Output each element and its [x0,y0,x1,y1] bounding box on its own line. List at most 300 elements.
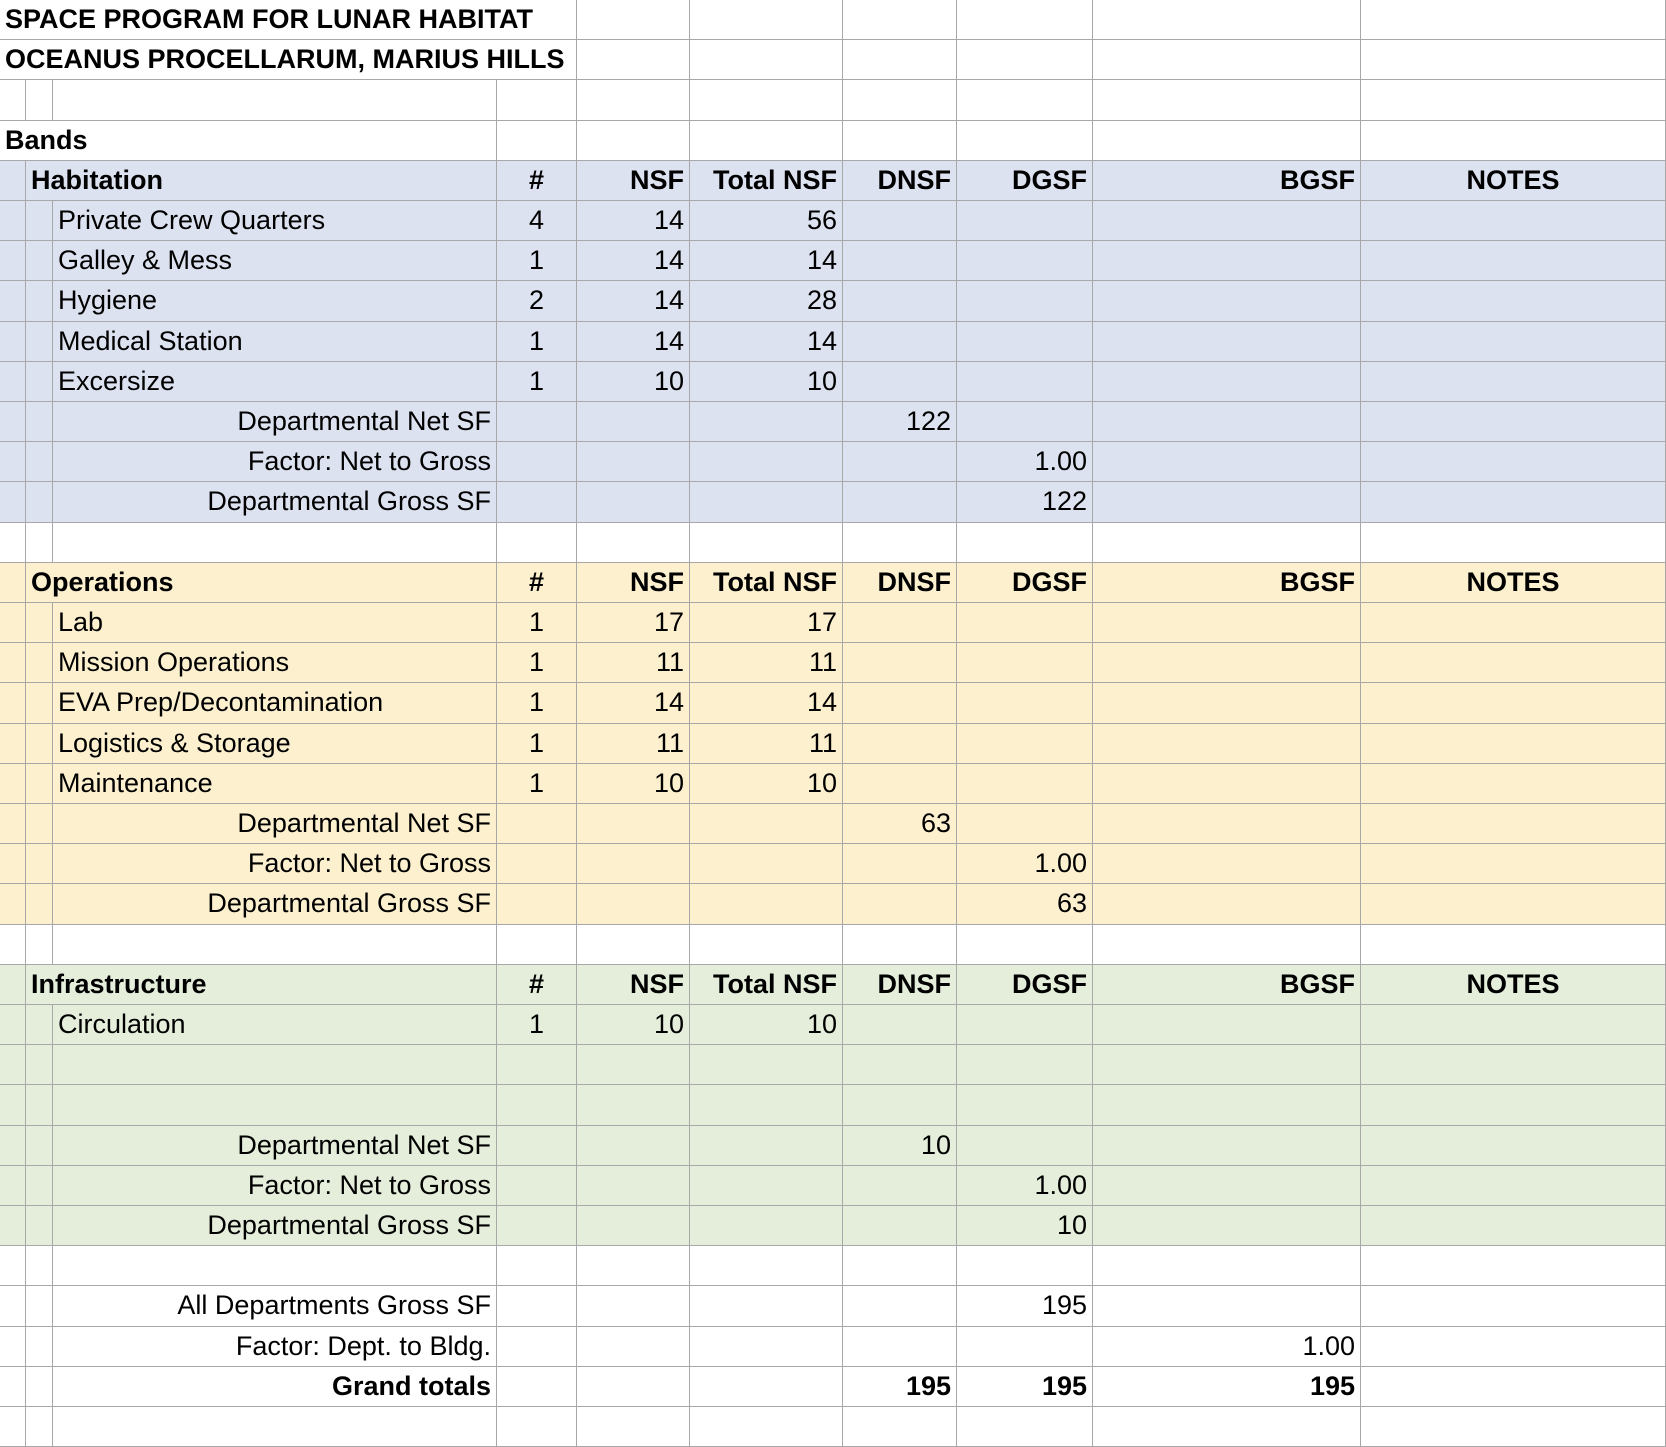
cell[interactable] [957,603,1093,643]
cell[interactable] [1361,683,1666,723]
cell[interactable] [957,1045,1093,1085]
cell[interactable] [1093,603,1361,643]
cell[interactable] [1093,362,1361,402]
cell[interactable] [0,1286,26,1326]
cell[interactable] [690,804,843,844]
cell[interactable] [843,322,957,362]
cell[interactable] [690,482,843,522]
cell[interactable] [843,80,957,120]
cell[interactable] [1093,40,1361,80]
cell[interactable] [1093,643,1361,683]
cell[interactable] [0,1085,26,1125]
cell[interactable] [497,442,577,482]
cell[interactable] [26,1005,53,1045]
cell[interactable] [1093,1407,1361,1447]
dept-to-bldg-factor-label[interactable]: Factor: Dept. to Bldg. [53,1327,497,1367]
cell[interactable] [843,482,957,522]
cell[interactable] [1361,482,1666,522]
net-to-gross-factor-value[interactable]: 1.00 [957,844,1093,884]
cell[interactable] [53,1407,497,1447]
count-cell[interactable]: 1 [497,322,577,362]
cell[interactable] [957,1246,1093,1286]
departmental-net-label[interactable]: Departmental Net SF [53,402,497,442]
cell[interactable] [26,764,53,804]
total-nsf-cell[interactable]: 14 [690,322,843,362]
total-nsf-cell[interactable]: 28 [690,281,843,321]
cell[interactable] [957,0,1093,40]
cell[interactable] [843,1005,957,1045]
cell[interactable] [1093,322,1361,362]
nsf-cell[interactable]: 17 [577,603,690,643]
total-nsf-cell[interactable]: 10 [690,362,843,402]
column-header-count[interactable]: # [497,161,577,201]
cell[interactable] [843,844,957,884]
departmental-gross-value[interactable]: 10 [957,1206,1093,1246]
cell[interactable] [1093,482,1361,522]
cell[interactable] [1093,1085,1361,1125]
cell[interactable] [1361,322,1666,362]
space-name-cell[interactable]: EVA Prep/Decontamination [53,683,497,723]
column-header-dgsf[interactable]: DGSF [957,563,1093,603]
cell[interactable] [690,1407,843,1447]
cell[interactable] [26,362,53,402]
cell[interactable] [690,121,843,161]
cell[interactable] [843,40,957,80]
count-cell[interactable]: 1 [497,1005,577,1045]
department-name[interactable]: Habitation [26,161,497,201]
cell[interactable] [26,643,53,683]
nsf-cell[interactable] [577,1085,690,1125]
cell[interactable] [1361,1327,1666,1367]
column-header-count[interactable]: # [497,965,577,1005]
departmental-gross-value[interactable]: 122 [957,482,1093,522]
cell[interactable] [843,643,957,683]
nsf-cell[interactable] [577,1045,690,1085]
cell[interactable] [0,402,26,442]
cell[interactable] [497,1367,577,1407]
nsf-cell[interactable]: 14 [577,281,690,321]
cell[interactable] [577,925,690,965]
space-name-cell[interactable]: Logistics & Storage [53,724,497,764]
cell[interactable] [0,683,26,723]
cell[interactable] [1093,281,1361,321]
total-nsf-cell[interactable]: 56 [690,201,843,241]
cell[interactable] [497,523,577,563]
column-header-total-nsf[interactable]: Total NSF [690,563,843,603]
cell[interactable] [26,281,53,321]
cell[interactable] [0,965,26,1005]
cell[interactable] [1361,1286,1666,1326]
cell[interactable] [1361,1367,1666,1407]
column-header-nsf[interactable]: NSF [577,965,690,1005]
nsf-cell[interactable]: 10 [577,362,690,402]
cell[interactable] [0,80,26,120]
cell[interactable] [843,724,957,764]
cell[interactable] [26,442,53,482]
cell[interactable] [0,764,26,804]
cell[interactable] [0,844,26,884]
space-name-cell[interactable]: Mission Operations [53,643,497,683]
nsf-cell[interactable]: 14 [577,683,690,723]
cell[interactable] [26,523,53,563]
cell[interactable] [690,80,843,120]
cell[interactable] [957,683,1093,723]
cell[interactable] [1361,281,1666,321]
cell[interactable] [0,1367,26,1407]
cell[interactable] [1361,201,1666,241]
cell[interactable] [577,1367,690,1407]
cell[interactable] [957,523,1093,563]
cell[interactable] [577,1166,690,1206]
total-nsf-cell[interactable]: 10 [690,1005,843,1045]
space-name-cell[interactable]: Maintenance [53,764,497,804]
cell[interactable] [26,402,53,442]
cell[interactable] [957,1327,1093,1367]
cell[interactable] [690,1166,843,1206]
cell[interactable] [26,804,53,844]
cell[interactable] [26,241,53,281]
cell[interactable] [26,603,53,643]
departmental-net-value[interactable]: 122 [843,402,957,442]
cell[interactable] [577,0,690,40]
cell[interactable] [1093,1166,1361,1206]
cell[interactable] [26,1246,53,1286]
cell[interactable] [957,1085,1093,1125]
cell[interactable] [1093,1206,1361,1246]
cell[interactable] [1361,884,1666,924]
cell[interactable] [1361,442,1666,482]
count-cell[interactable]: 4 [497,201,577,241]
cell[interactable] [957,764,1093,804]
net-to-gross-factor-value[interactable]: 1.00 [957,1166,1093,1206]
cell[interactable] [0,884,26,924]
cell[interactable] [957,40,1093,80]
cell[interactable] [577,442,690,482]
column-header-nsf[interactable]: NSF [577,161,690,201]
column-header-dnsf[interactable]: DNSF [843,563,957,603]
cell[interactable] [690,1126,843,1166]
cell[interactable] [1361,724,1666,764]
cell[interactable] [690,1367,843,1407]
cell[interactable] [577,844,690,884]
cell[interactable] [0,1166,26,1206]
cell[interactable] [26,1327,53,1367]
departmental-net-value[interactable]: 10 [843,1126,957,1166]
cell[interactable] [957,1407,1093,1447]
cell[interactable] [843,362,957,402]
column-header-dnsf[interactable]: DNSF [843,965,957,1005]
cell[interactable] [957,201,1093,241]
cell[interactable] [690,523,843,563]
count-cell[interactable] [497,1085,577,1125]
nsf-cell[interactable]: 14 [577,241,690,281]
cell[interactable] [0,523,26,563]
cell[interactable] [26,683,53,723]
cell[interactable] [1361,523,1666,563]
cell[interactable] [26,1045,53,1085]
cell[interactable] [1361,844,1666,884]
nsf-cell[interactable]: 14 [577,322,690,362]
column-header-bgsf[interactable]: BGSF [1093,965,1361,1005]
cell[interactable] [497,884,577,924]
cell[interactable] [26,724,53,764]
cell[interactable] [497,1327,577,1367]
space-name-cell[interactable]: Private Crew Quarters [53,201,497,241]
departmental-gross-label[interactable]: Departmental Gross SF [53,482,497,522]
net-to-gross-factor-label[interactable]: Factor: Net to Gross [53,844,497,884]
sheet-subtitle[interactable]: OCEANUS PROCELLARUM, MARIUS HILLS [0,40,577,80]
cell[interactable] [26,322,53,362]
cell[interactable] [26,1407,53,1447]
cell[interactable] [1361,1166,1666,1206]
cell[interactable] [497,482,577,522]
cell[interactable] [1093,1005,1361,1045]
cell[interactable] [497,121,577,161]
cell[interactable] [1093,1246,1361,1286]
total-nsf-cell[interactable]: 10 [690,764,843,804]
cell[interactable] [1361,80,1666,120]
cell[interactable] [957,724,1093,764]
cell[interactable] [577,1286,690,1326]
cell[interactable] [0,362,26,402]
count-cell[interactable]: 1 [497,764,577,804]
cell[interactable] [843,281,957,321]
column-header-bgsf[interactable]: BGSF [1093,161,1361,201]
cell[interactable] [1093,884,1361,924]
cell[interactable] [1361,0,1666,40]
net-to-gross-factor-label[interactable]: Factor: Net to Gross [53,442,497,482]
grand-total-bgsf[interactable]: 195 [1093,1367,1361,1407]
cell[interactable] [957,121,1093,161]
total-nsf-cell[interactable]: 11 [690,724,843,764]
cell[interactable] [0,1005,26,1045]
column-header-total-nsf[interactable]: Total NSF [690,965,843,1005]
cell[interactable] [957,1005,1093,1045]
cell[interactable] [1361,1407,1666,1447]
departmental-gross-label[interactable]: Departmental Gross SF [53,1206,497,1246]
count-cell[interactable]: 1 [497,643,577,683]
cell[interactable] [690,442,843,482]
cell[interactable] [1361,603,1666,643]
cell[interactable] [1093,844,1361,884]
cell[interactable] [843,0,957,40]
cell[interactable] [843,1206,957,1246]
cell[interactable] [843,1085,957,1125]
count-cell[interactable] [497,1045,577,1085]
cell[interactable] [497,80,577,120]
cell[interactable] [1361,1246,1666,1286]
cell[interactable] [577,402,690,442]
departmental-net-value[interactable]: 63 [843,804,957,844]
grand-totals-label[interactable]: Grand totals [53,1367,497,1407]
cell[interactable] [690,40,843,80]
cell[interactable] [26,1286,53,1326]
total-nsf-cell[interactable]: 11 [690,643,843,683]
cell[interactable] [0,482,26,522]
cell[interactable] [0,1407,26,1447]
cell[interactable] [1093,0,1361,40]
cell[interactable] [53,523,497,563]
cell[interactable] [957,80,1093,120]
cell[interactable] [26,80,53,120]
departmental-gross-label[interactable]: Departmental Gross SF [53,884,497,924]
count-cell[interactable]: 1 [497,241,577,281]
cell[interactable] [53,1246,497,1286]
cell[interactable] [690,884,843,924]
cell[interactable] [497,1126,577,1166]
cell[interactable] [843,925,957,965]
cell[interactable] [1361,1206,1666,1246]
cell[interactable] [26,884,53,924]
cell[interactable] [843,241,957,281]
cell[interactable] [497,844,577,884]
department-name[interactable]: Operations [26,563,497,603]
cell[interactable] [843,1045,957,1085]
cell[interactable] [957,362,1093,402]
cell[interactable] [1361,362,1666,402]
grand-total-dnsf[interactable]: 195 [843,1367,957,1407]
cell[interactable] [0,563,26,603]
column-header-notes[interactable]: NOTES [1361,563,1666,603]
cell[interactable] [1361,40,1666,80]
cell[interactable] [577,121,690,161]
cell[interactable] [0,724,26,764]
department-name[interactable]: Infrastructure [26,965,497,1005]
cell[interactable] [1093,241,1361,281]
cell[interactable] [577,40,690,80]
cell[interactable] [957,804,1093,844]
cell[interactable] [1093,1126,1361,1166]
cell[interactable] [0,643,26,683]
column-header-dgsf[interactable]: DGSF [957,161,1093,201]
column-header-total-nsf[interactable]: Total NSF [690,161,843,201]
count-cell[interactable]: 1 [497,362,577,402]
nsf-cell[interactable]: 14 [577,201,690,241]
cell[interactable] [53,80,497,120]
cell[interactable] [497,804,577,844]
cell[interactable] [1093,523,1361,563]
cell[interactable] [497,402,577,442]
cell[interactable] [1093,1286,1361,1326]
column-header-notes[interactable]: NOTES [1361,161,1666,201]
cell[interactable] [957,241,1093,281]
cell[interactable] [26,844,53,884]
sheet-title[interactable]: SPACE PROGRAM FOR LUNAR HABITAT [0,0,577,40]
cell[interactable] [577,80,690,120]
cell[interactable] [0,925,26,965]
space-name-cell[interactable]: Galley & Mess [53,241,497,281]
cell[interactable] [1361,1045,1666,1085]
net-to-gross-factor-value[interactable]: 1.00 [957,442,1093,482]
cell[interactable] [690,925,843,965]
cell[interactable] [0,1246,26,1286]
column-header-count[interactable]: # [497,563,577,603]
cell[interactable] [497,1407,577,1447]
total-nsf-cell[interactable] [690,1045,843,1085]
cell[interactable] [1361,764,1666,804]
cell[interactable] [1361,804,1666,844]
cell[interactable] [1093,764,1361,804]
cell[interactable] [26,925,53,965]
cell[interactable] [1093,724,1361,764]
departmental-net-label[interactable]: Departmental Net SF [53,804,497,844]
cell[interactable] [1361,1085,1666,1125]
cell[interactable] [957,1126,1093,1166]
departmental-net-label[interactable]: Departmental Net SF [53,1126,497,1166]
cell[interactable] [497,1166,577,1206]
cell[interactable] [1093,121,1361,161]
cell[interactable] [1093,925,1361,965]
cell[interactable] [26,1085,53,1125]
cell[interactable] [0,201,26,241]
space-name-cell[interactable]: Medical Station [53,322,497,362]
space-name-cell[interactable] [53,1045,497,1085]
cell[interactable] [26,1166,53,1206]
column-header-dnsf[interactable]: DNSF [843,161,957,201]
cell[interactable] [843,1246,957,1286]
cell[interactable] [1361,402,1666,442]
cell[interactable] [497,925,577,965]
cell[interactable] [497,1246,577,1286]
total-nsf-cell[interactable] [690,1085,843,1125]
cell[interactable] [0,804,26,844]
column-header-dgsf[interactable]: DGSF [957,965,1093,1005]
cell[interactable] [577,1206,690,1246]
cell[interactable] [26,1367,53,1407]
cell[interactable] [0,603,26,643]
column-header-bgsf[interactable]: BGSF [1093,563,1361,603]
cell[interactable] [1361,241,1666,281]
cell[interactable] [843,523,957,563]
cell[interactable] [0,1126,26,1166]
count-cell[interactable]: 1 [497,603,577,643]
cell[interactable] [1093,201,1361,241]
cell[interactable] [1093,1045,1361,1085]
all-departments-gross-value[interactable]: 195 [957,1286,1093,1326]
cell[interactable] [690,1206,843,1246]
column-header-nsf[interactable]: NSF [577,563,690,603]
cell[interactable] [1361,1126,1666,1166]
space-name-cell[interactable]: Hygiene [53,281,497,321]
cell[interactable] [1093,80,1361,120]
count-cell[interactable]: 1 [497,683,577,723]
cell[interactable] [26,1126,53,1166]
cell[interactable] [690,402,843,442]
cell[interactable] [0,161,26,201]
cell[interactable] [843,683,957,723]
cell[interactable] [0,322,26,362]
cell[interactable] [577,523,690,563]
nsf-cell[interactable]: 11 [577,724,690,764]
cell[interactable] [690,1327,843,1367]
bands-label[interactable]: Bands [0,121,497,161]
cell[interactable] [690,0,843,40]
cell[interactable] [957,281,1093,321]
cell[interactable] [843,1286,957,1326]
total-nsf-cell[interactable]: 17 [690,603,843,643]
column-header-notes[interactable]: NOTES [1361,965,1666,1005]
cell[interactable] [957,322,1093,362]
nsf-cell[interactable]: 11 [577,643,690,683]
cell[interactable] [497,1206,577,1246]
cell[interactable] [843,1327,957,1367]
cell[interactable] [843,1166,957,1206]
cell[interactable] [26,1206,53,1246]
cell[interactable] [843,884,957,924]
departmental-gross-value[interactable]: 63 [957,884,1093,924]
nsf-cell[interactable]: 10 [577,764,690,804]
all-departments-gross-label[interactable]: All Departments Gross SF [53,1286,497,1326]
